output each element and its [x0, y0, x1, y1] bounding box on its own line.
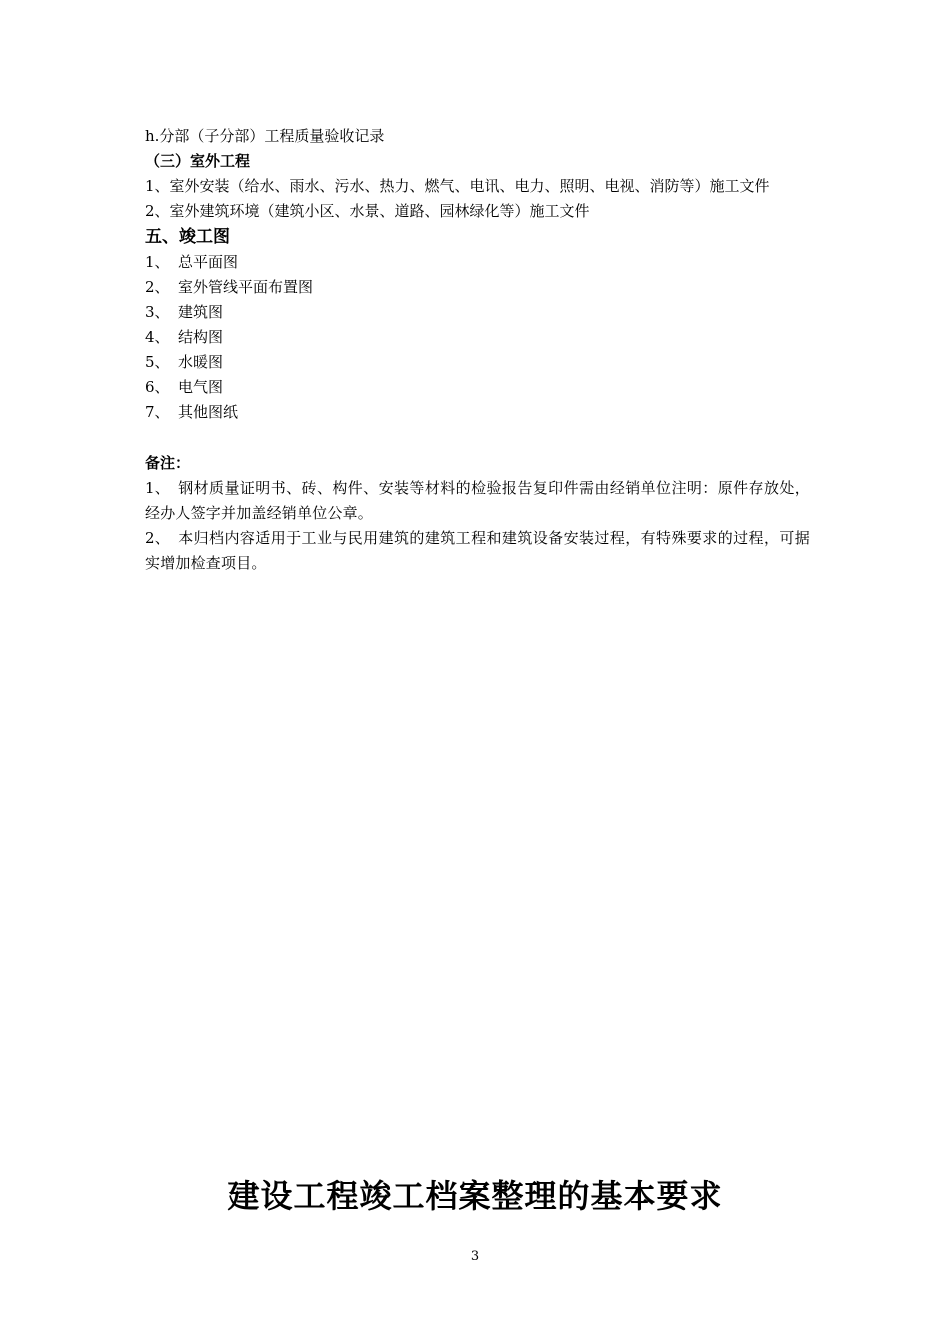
list-number: 4、 [145, 328, 170, 346]
chapter-title: 建设工程竣工档案整理的基本要求 [227, 1177, 723, 1215]
list-text: 总平面图 [178, 253, 239, 271]
note-number: 2、 [145, 529, 170, 547]
list-number: 1、 [145, 253, 170, 271]
list-number: 2、 [145, 278, 170, 296]
list-number: 7、 [145, 403, 170, 421]
subheading-outdoor-works: （三）室外工程 [145, 152, 251, 170]
list-number: 6、 [145, 378, 170, 396]
list-text: 水暖图 [178, 353, 224, 371]
note-item [145, 476, 810, 526]
outdoor-item-1: 1、室外安装（给水、雨水、污水、热力、燃气、电讯、电力、照明、电视、消防等）施工文件 [145, 177, 770, 195]
note-item [145, 526, 810, 576]
list-text: 室外管线平面布置图 [178, 278, 314, 296]
list-text: 电气图 [178, 378, 224, 396]
list-text: 其他图纸 [178, 403, 239, 421]
drawing-item [145, 250, 810, 275]
note-text: 钢材质量证明书、砖、构件、安装等材料的检验报告复印件需由经销单位注明：原件存放处，经办人签字并加盖经销单位公章。 [145, 479, 810, 522]
page-number: 3 [470, 1249, 480, 1264]
page-content [145, 124, 810, 576]
drawing-item [145, 375, 810, 400]
list-number: 5、 [145, 353, 170, 371]
drawing-item [145, 275, 810, 300]
drawing-item [145, 350, 810, 375]
note-number: 1、 [145, 479, 170, 497]
note-text: 本归档内容适用于工业与民用建筑的建筑工程和建筑设备安装过程，有特殊要求的过程，可据实增加检查项目。 [145, 529, 810, 572]
outdoor-item-2: 2、室外建筑环境（建筑小区、水景、道路、园林绿化等）施工文件 [145, 202, 590, 220]
drawing-item [145, 325, 810, 350]
notes-heading: 备注： [145, 454, 191, 472]
list-number: 3、 [145, 303, 170, 321]
list-text: 建筑图 [178, 303, 224, 321]
section-heading-as-built-drawings: 五、竣工图 [145, 227, 230, 247]
drawing-item [145, 400, 810, 425]
list-text: 结构图 [178, 328, 224, 346]
record-line-h: h.分部（子分部）工程质量验收记录 [145, 127, 385, 145]
spacer [145, 425, 810, 451]
drawing-item [145, 300, 810, 325]
